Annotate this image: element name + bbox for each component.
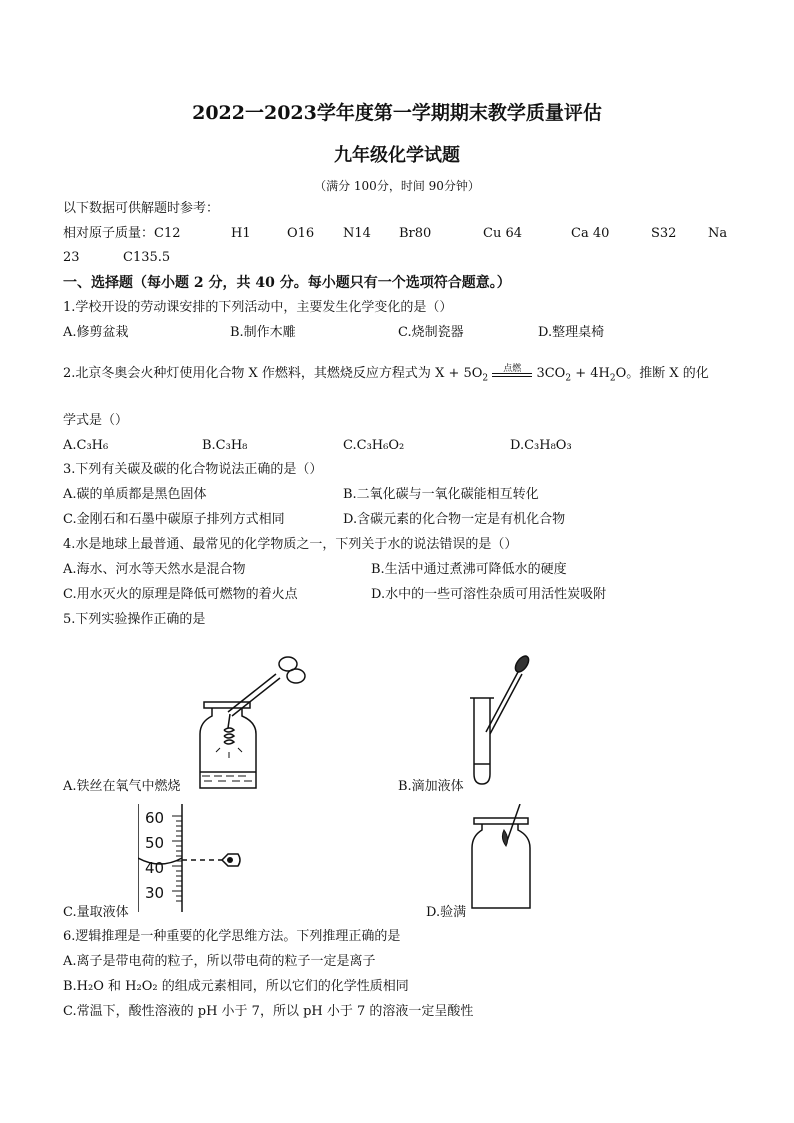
- q2-eq-end: O。推断 X 的化: [615, 366, 709, 381]
- q2-option-a: A.C₃H₆: [63, 438, 109, 453]
- q2-eq-arrow: [492, 364, 532, 377]
- iron-wire-burning-figure: [190, 638, 320, 798]
- q2-equation: $X + 5O_2$ 点燃 $3CO_2 + 4H_2O$。推断 X 的化: [435, 366, 709, 381]
- q4-option-c: C.用水灭火的原理是降低可燃物的着火点: [63, 587, 298, 602]
- atomic-mass-item: Ca 40: [571, 226, 610, 241]
- q6-option-b: B.H₂O 和 H₂O₂ 的组成元素相同，所以它们的化学性质相同: [63, 979, 409, 994]
- atomic-mass-item: C135.5: [123, 250, 171, 265]
- atomic-mass-item: H1: [231, 226, 251, 241]
- section-heading: 一、选择题（每小题 2 分，共 40 分。每小题只有一个选项符合题意。）: [63, 275, 511, 291]
- q2-stem: [63, 364, 709, 384]
- q4-stem: 4.水是地球上最普通、最常见的化学物质之一，下列关于水的说法错误的是（）: [63, 537, 518, 552]
- reference-intro: 以下数据可供解题时参考：: [63, 201, 220, 216]
- q4-option-a: A.海水、河水等天然水是混合物: [63, 562, 246, 577]
- q1-option-a: A.修剪盆栽: [63, 325, 129, 340]
- q5-option-a: A.铁丝在氧气中燃烧: [63, 779, 181, 794]
- cylinder-tick-30: 30: [145, 884, 165, 902]
- q6-option-a: A.离子是带电荷的粒子，所以带电荷的粒子一定是离子: [63, 954, 376, 969]
- cylinder-tick-40: 40: [145, 859, 165, 877]
- q1-option-b: B.制作木雕: [230, 325, 296, 340]
- atomic-mass-row: [63, 226, 733, 242]
- q2-stem-wrap: 学式是（）: [63, 413, 129, 428]
- atomic-mass-item: N14: [343, 226, 371, 241]
- q2-option-d: D.C₃H₈O₃: [510, 438, 572, 453]
- q2-stem-text: 2.北京冬奥会火种灯使用化合物 X 作燃料，其燃烧反应方程式为: [63, 366, 431, 381]
- atomic-mass-item: Cu 64: [483, 226, 522, 241]
- q4-option-b: B.生活中通过煮沸可降低水的硬度: [371, 562, 567, 577]
- q1-option-d: D.整理桌椅: [538, 325, 605, 340]
- exam-info: （满分 100分，时间 90分钟）: [314, 179, 480, 193]
- atomic-mass-item: 23: [63, 250, 80, 265]
- q3-stem: 3.下列有关碳及碳的化合物说法正确的是（）: [63, 462, 323, 477]
- q3-option-d: D.含碳元素的化合物一定是有机化合物: [343, 512, 566, 527]
- q1-stem: 1.学校开设的劳动课安排的下列活动中，主要发生化学变化的是（）: [63, 300, 453, 315]
- exam-title: 2022一2023学年度第一学期期末教学质量评估: [192, 102, 602, 124]
- atomic-mass-item: S32: [651, 226, 677, 241]
- q1-option-c: C.烧制瓷器: [398, 325, 464, 340]
- atomic-mass-item: O16: [287, 226, 315, 241]
- q2-option-b: B.C₃H₈: [202, 438, 248, 453]
- q6-option-c: C.常温下，酸性溶液的 pH 小于 7，所以 pH 小于 7 的溶液一定呈酸性: [63, 1004, 474, 1019]
- q3-option-a: A.碳的单质都是黑色固体: [63, 487, 207, 502]
- cylinder-tick-60: 60: [145, 809, 165, 827]
- q3-option-c: C.金刚石和石墨中碳原子排列方式相同: [63, 512, 285, 527]
- q2-eq-condition: 点燃: [503, 364, 522, 374]
- q2-option-c: C.C₃H₆O₂: [343, 438, 405, 453]
- q4-option-d: D.水中的一些可溶性杂质可用活性炭吸附: [371, 587, 607, 602]
- q5-option-b: B.滴加液体: [398, 779, 464, 794]
- atomic-mass-item: Na: [708, 226, 728, 241]
- gas-full-check-figure: [470, 804, 540, 914]
- q5-option-d: D.验满: [426, 905, 467, 920]
- atomic-mass-item: Br80: [399, 226, 432, 241]
- atomic-mass-label: 相对原子质量：C12: [63, 226, 181, 241]
- dropper-figure: [460, 652, 540, 788]
- q2-eq-plus: + 4H: [571, 366, 610, 381]
- exam-subtitle: 九年级化学试题: [334, 145, 460, 166]
- q5-stem: 5.下列实验操作正确的是: [63, 612, 206, 627]
- q2-eq-left: X + 5O: [435, 366, 483, 381]
- atomic-mass-wrap: [63, 250, 263, 266]
- q2-eq-right: 3CO: [536, 366, 566, 381]
- cylinder-tick-50: 50: [145, 834, 165, 852]
- q3-option-b: B.二氧化碳与一氧化碳能相互转化: [343, 487, 539, 502]
- q6-stem: 6.逻辑推理是一种重要的化学思维方法。下列推理正确的是: [63, 929, 401, 944]
- q5-option-c: C.量取液体: [63, 905, 129, 920]
